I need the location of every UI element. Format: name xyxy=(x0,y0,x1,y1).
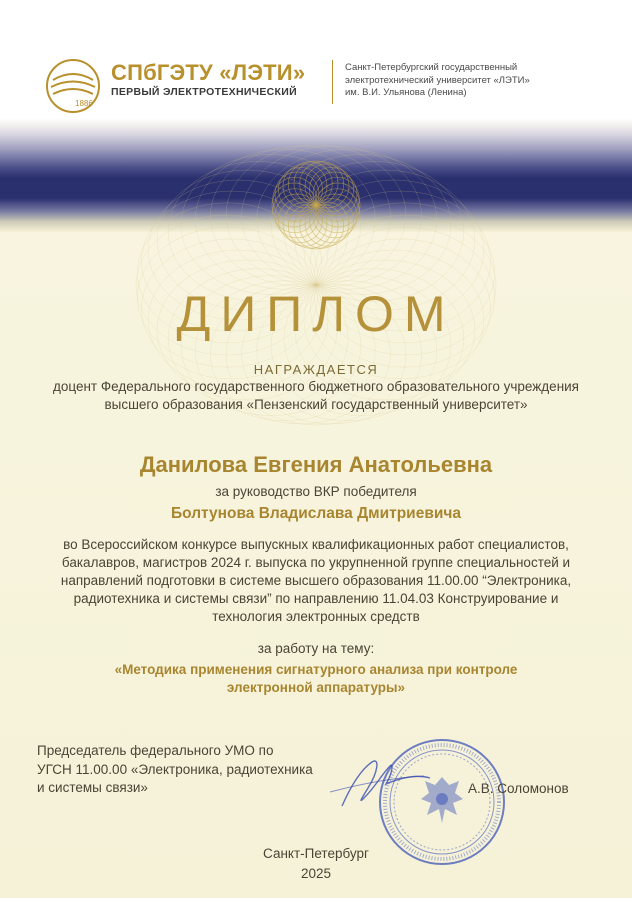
chair-line: Председатель федерального УМО по xyxy=(37,743,274,758)
header xyxy=(0,0,632,120)
competition-description: во Всероссийском конкурсе выпускных квалификационных работ специалистов, бакалавров, магистров 2024 г. выпуска по укрупненной группе специальностей и направлений подготовки в системе высшего образования 11.00.00 “Электроника, радиотехника и системы связи” по направлению 11.04.03 Конструирование и технология электронных средств xyxy=(60,537,572,624)
recipient-name: Данилова Евгения Анатольевна xyxy=(139,452,493,477)
university-full-name xyxy=(345,62,615,100)
signer-name: А.В. Соломонов xyxy=(468,781,569,796)
student-name: Болтунова Владислава Дмитриевича xyxy=(170,505,462,522)
chair-title xyxy=(37,742,327,798)
leti-emblem-icon xyxy=(45,58,101,114)
header-divider xyxy=(332,60,333,104)
year: 2025 xyxy=(300,866,332,881)
chair-line: УГСН 11.00.00 «Электроника, радиотехника xyxy=(37,761,313,777)
logo-year: 1886 xyxy=(75,99,93,108)
logo-title: СПбГЭТУ «ЛЭТИ» xyxy=(111,60,306,85)
topic-intro: за работу на тему: xyxy=(257,641,375,656)
university-name-line: им. В.И. Ульянова (Ленина) xyxy=(345,87,467,98)
awarded-label: НАГРАЖДАЕТСЯ xyxy=(253,362,379,377)
chair-line: и системы связи» xyxy=(37,780,148,795)
award-reason: за руководство ВКР победителя xyxy=(215,484,417,499)
diploma-title: ДИПЛОМ xyxy=(176,286,456,342)
thesis-topic: «Методика применения сигнатурного анализа при контроле электронной аппаратуры» xyxy=(114,662,518,695)
recipient-position: доцент Федерального государственного бюджетного образовательного учреждения высшего образования «Пензенский государственный университет» xyxy=(52,379,579,412)
university-name-line: электротехнический университет «ЛЭТИ» xyxy=(345,74,530,86)
university-name-line: Санкт-Петербургский государственный xyxy=(345,62,518,73)
logo-subtitle: ПЕРВЫЙ ЭЛЕКТРОТЕХНИЧЕСКИЙ xyxy=(111,86,297,98)
city: Санкт-Петербург xyxy=(263,846,369,861)
